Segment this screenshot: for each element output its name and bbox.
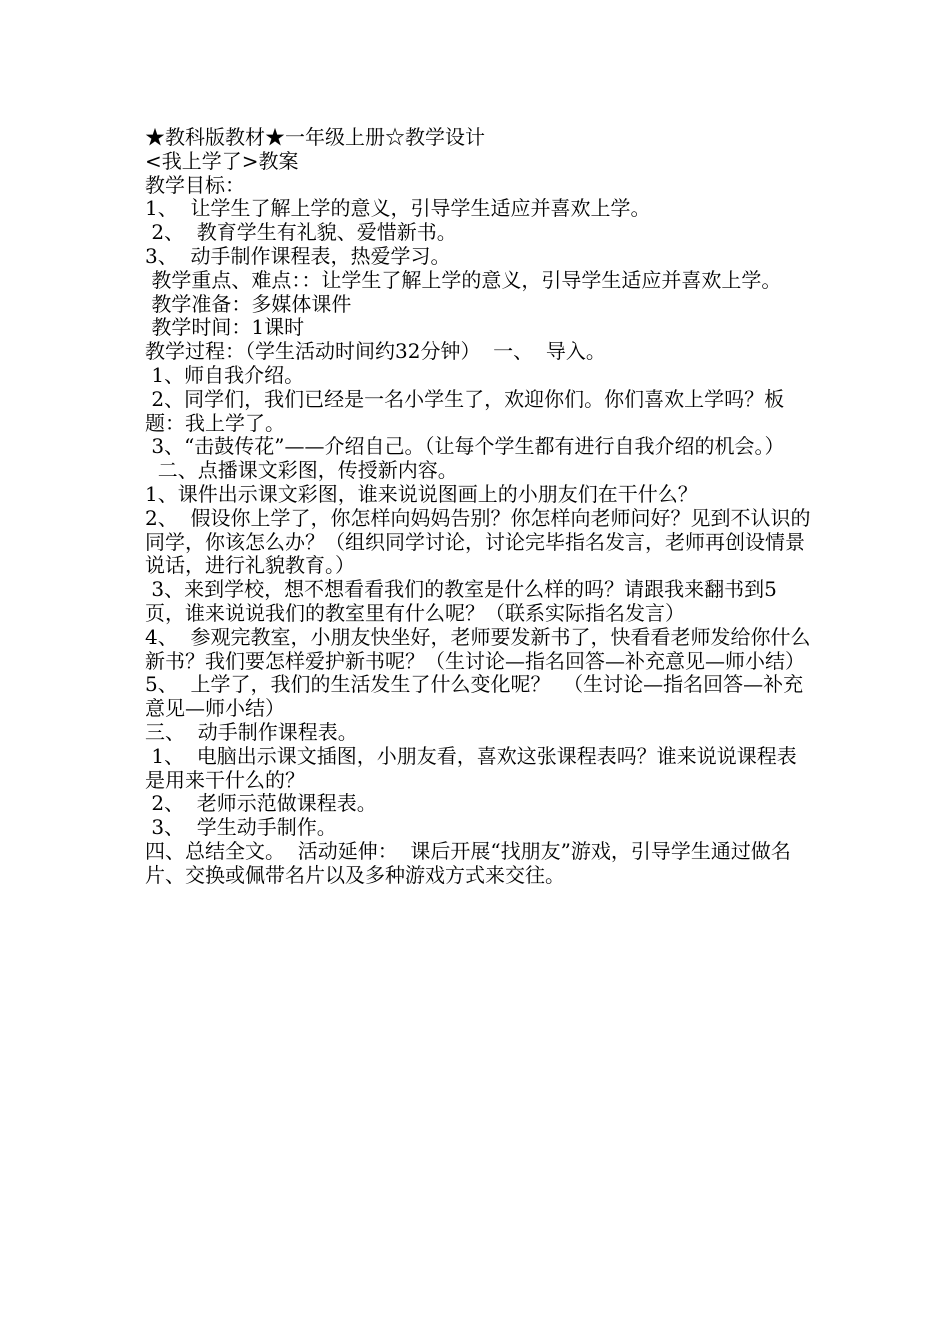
- section-three-item-3: 3、 学生动手制作。: [145, 815, 337, 840]
- intro-step-3: 3、“击鼓传花”——介绍自己。（让每个学生都有进行自我介绍的机会。）: [145, 434, 785, 459]
- goal-item-3: 3、 动手制作课程表，热爱学习。: [145, 243, 451, 268]
- intro-step-1: 1、师自我介绍。: [145, 362, 305, 387]
- document-subtitle: <我上学了>教案: [145, 148, 299, 173]
- section-two-item-4: 4、 参观完教室，小朋友快坐好，老师要发新书了，快看看老师发给你什么新书？我们要怎样爱护新书呢？（生讨论—指名回答—补充意见—师小结）: [145, 624, 811, 673]
- intro-step-2: 2、同学们，我们已经是一名小学生了，欢迎你们。你们喜欢上学吗？板题：我上学了。: [145, 386, 785, 435]
- section-two-item-1: 1、课件出示课文彩图，谁来说说图画上的小朋友们在干什么？: [145, 481, 698, 506]
- section-two-item-2: 2、 假设你上学了，你怎样向妈妈告别？你怎样向老师问好？见到不认识的同学，你该怎么办？（组织同学讨论，讨论完毕指名发言，老师再创设情景说话，进行礼貌教育。）: [145, 505, 811, 578]
- key-points-paragraph: 教学重点、难点：：让学生了解上学的意义，引导学生适应并喜欢上学。: [145, 267, 782, 292]
- section-three-item-1: 1、 电脑出示课文插图，小朋友看，喜欢这张课程表吗？谁来说说课程表是用来干什么的？: [145, 743, 797, 792]
- heading-teaching-goals: 教学目标：: [145, 172, 245, 197]
- process-heading: 教学过程：（学生活动时间约32分钟） 一、 导入。: [145, 339, 606, 364]
- section-three-item-2: 2、 老师示范做课程表。: [145, 791, 377, 816]
- preparation-line: 教学准备：多媒体课件: [145, 291, 352, 316]
- section-four-paragraph: 四、总结全文。 活动延伸： 课后开展“找朋友”游戏，引导学生通过做名片、交换或佩带名片以及多种游戏方式来交往。: [145, 838, 791, 887]
- section-two-item-5: 5、 上学了，我们的生活发生了什么变化呢？ （生讨论—指名回答—补充意见—师小结）: [145, 672, 804, 721]
- section-two-heading: 二、点播课文彩图，传授新内容。: [145, 458, 458, 483]
- goal-item-1: 1、 让学生了解上学的意义，引导学生适应并喜欢上学。: [145, 196, 651, 221]
- section-three-heading: 三、 动手制作课程表。: [145, 719, 358, 744]
- goal-item-2: 2、 教育学生有礼貌、爱惜新书。: [145, 220, 457, 245]
- document-body: [145, 126, 813, 888]
- teaching-time-line: 教学时间：1课时: [145, 315, 305, 340]
- section-two-item-3: 3、来到学校，想不想看看我们的教室是什么样的吗？请跟我来翻书到5页，谁来说说我们的教室里有什么呢？（联系实际指名发言）: [145, 577, 777, 625]
- document-title: ★教科版教材★一年级上册☆教学设计: [145, 125, 485, 149]
